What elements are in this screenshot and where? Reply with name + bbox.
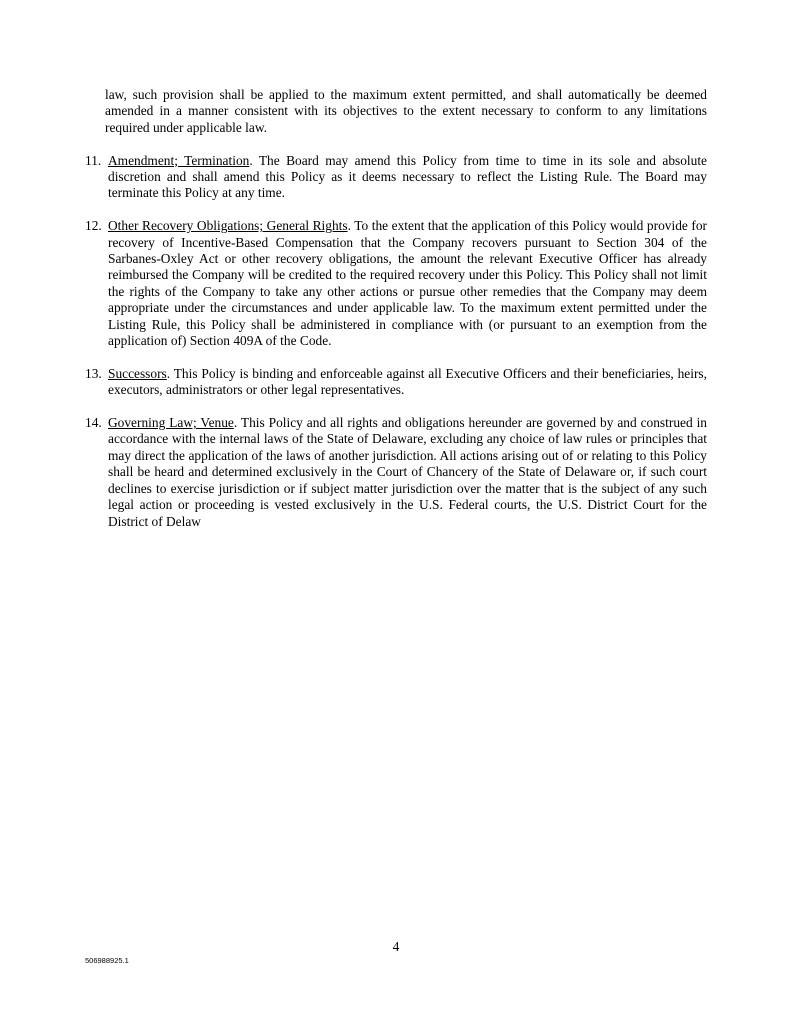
item-number: 12. [85,218,102,234]
item-heading: Successors [108,365,167,381]
item-heading: Governing Law; Venue [108,415,234,431]
item-paragraph [108,153,707,202]
item-heading: Amendment; Termination [108,152,250,168]
item-body-text: . The Board may amend this Policy from time to time in its sole and absolute discretion and shall amend this Policy as it deems necessary to reflect the Listing Rule. The Board may terminate this Policy at any time. [108,152,707,201]
numbered-item-12 [85,218,707,349]
item-heading: Other Recovery Obligations; General Rights [108,218,348,234]
continuation-paragraph: law, such provision shall be applied to the maximum extent permitted, and shall automatically be deemed amended in a manner consistent with its objectives to the extent necessary to conform to any limitations required under applicable law. [105,87,707,135]
item-body-text: . This Policy is binding and enforceable against all Executive Officers and their beneficiaries, heirs, executors, administrators or other legal representatives. [108,365,707,398]
item-number: 13. [85,365,102,381]
item-number: 11. [85,152,102,168]
page-number: 4 [392,939,400,954]
doc-control-number: 506988925.1 [85,956,129,965]
item-body-text: . To the extent that the application of this Policy would provide for recovery of Incentive-Based Compensation that the Company recovers pursuant to Section 304 of the Sarbanes-Oxley Act or other recovery obligations, the amount the relevant Executive Officer has already reimbursed the Company will be credited to the required recovery under this Policy. This Policy shall not limit the rights of the Company to take any other actions or pursue other remedies that the Company may deem appropriate under the circumstances and under applicable law. To the maximum extent permitted under the Listing Rule, this Policy shall be administered in compliance with (or pursuant to an exemption from the application of) Section 409A of the Code. [108,218,707,349]
item-paragraph [108,218,707,349]
item-body-text: . This Policy and all rights and obligations hereunder are governed by and construed in accordance with the internal laws of the State of Delaware, excluding any choice of law rules or principles that may direct the application of the laws of another jurisdiction. All actions arising out of or relating to this Policy shall be heard and determined exclusively in the Court of Chancery of the State of Delaware or, if such court declines to exercise jurisdiction or if subject matter jurisdiction over the matter that is the subject of any such legal action or proceeding is vested exclusively in the U.S. Federal courts, the U.S. District Court for the District of Delaw [108,415,708,529]
numbered-item-13 [85,366,707,399]
item-number: 14. [85,415,102,431]
item-paragraph [108,366,707,399]
item-paragraph [108,415,707,530]
document-body-column [85,87,707,530]
numbered-item-11 [85,153,707,202]
numbered-item-14 [85,415,707,530]
